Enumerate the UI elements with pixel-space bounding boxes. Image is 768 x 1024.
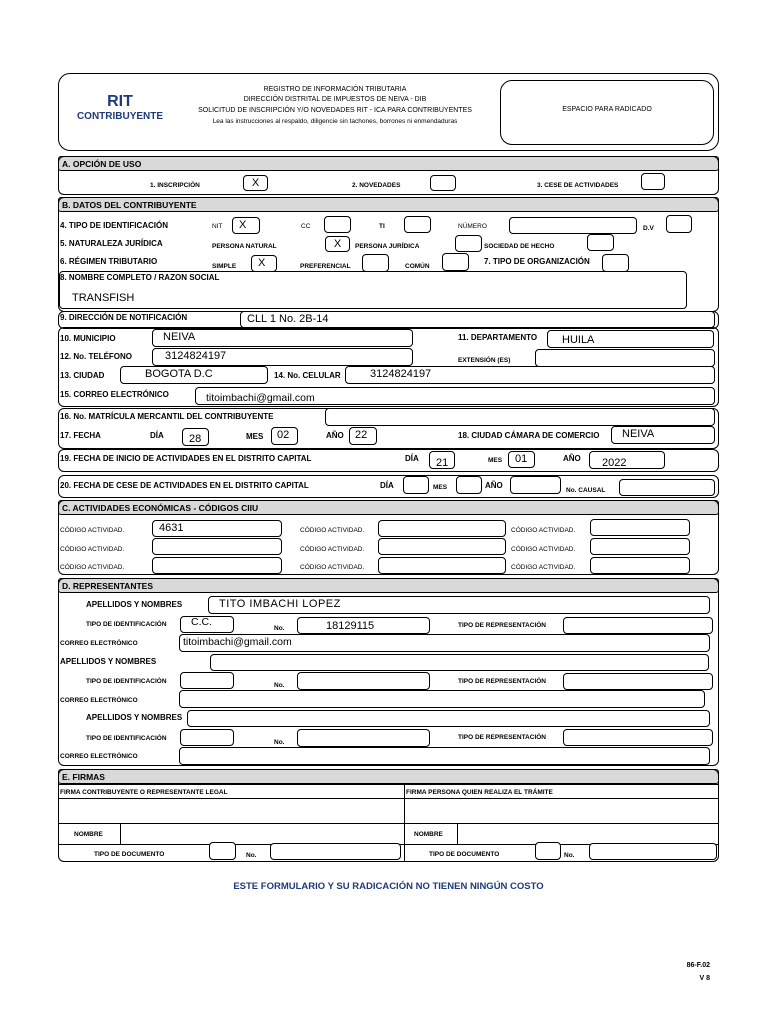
rep3-no-label: No. [274, 739, 285, 746]
municipio-label: 10. MUNICIPIO [60, 334, 116, 343]
tipo-id-label: 4. TIPO DE IDENTIFICACIÓN [60, 221, 169, 230]
footer-notice: ESTE FORMULARIO Y SU RADICACIÓN NO TIENEN NINGÚN COSTO [233, 881, 544, 892]
codigo-label-r2c3: CÓDIGO ACTIVIDAD. [511, 546, 576, 553]
rep3-tipo-rep-input[interactable] [563, 729, 713, 746]
fecha-anio-label: AÑO [326, 431, 344, 440]
sociedad-hecho-checkbox[interactable] [587, 234, 614, 251]
ciudad-camara-input[interactable]: NEIVA [611, 426, 715, 444]
inscripcion-checkbox[interactable]: X [243, 175, 268, 191]
section-e-title: E. FIRMAS [58, 769, 719, 784]
no-contrib-label: No. [246, 852, 257, 859]
ciudad-label: 13. CIUDAD [60, 371, 105, 380]
direccion-input[interactable]: CLL 1 No. 2B-14 [240, 311, 715, 328]
inicio-anio-input[interactable]: 2022 [589, 451, 665, 469]
persona-juridica-checkbox[interactable] [455, 235, 482, 252]
tipo-doc-tramite-label: TIPO DE DOCUMENTO [429, 851, 500, 858]
cese-checkbox[interactable] [641, 173, 665, 190]
rep2-tipo-rep-input[interactable] [563, 673, 713, 690]
extension-input[interactable] [535, 349, 715, 367]
cese-dia-label: DÍA [380, 481, 394, 490]
cese-mes-input[interactable] [456, 476, 482, 494]
nombre-tramite-label: NOMBRE [414, 831, 443, 838]
section-c-title: C. ACTIVIDADES ECONÓMICAS - CÓDIGOS CIIU [58, 500, 719, 515]
comun-checkbox[interactable] [442, 253, 469, 271]
fecha-mes-input[interactable]: 02 [271, 427, 298, 445]
rep2-tipo-id-input[interactable] [180, 672, 234, 689]
rep2-correo-input[interactable] [179, 690, 705, 708]
rep1-no-input[interactable]: 18129115 [297, 617, 430, 634]
tipo-doc-contrib-input[interactable] [209, 842, 236, 860]
codigo-input-r1c2[interactable] [378, 520, 506, 537]
correo-label: 15. CORREO ELECTRÓNICO [60, 390, 169, 399]
persona-natural-checkbox[interactable]: X [325, 236, 350, 252]
form-code: 86-F.02 [686, 962, 710, 969]
rep3-correo-label: CORREO ELECTRÓNICO [60, 753, 138, 760]
telefono-input[interactable]: 3124824197 [152, 348, 413, 366]
codigo-label-r3c1: CÓDIGO ACTIVIDAD. [60, 564, 125, 571]
codigo-label-r2c2: CÓDIGO ACTIVIDAD. [300, 546, 365, 553]
celular-label: 14. No. CELULAR [274, 371, 341, 380]
dv-label: D.V [643, 225, 654, 232]
codigo-input-r3c2[interactable] [378, 557, 506, 574]
codigo-label-r1c3: CÓDIGO ACTIVIDAD. [511, 527, 576, 534]
rep2-no-input[interactable] [297, 672, 430, 690]
cese-anio-input[interactable] [510, 476, 561, 494]
codigo-input-r1c3[interactable] [590, 519, 690, 536]
inicio-dia-label: DÍA [405, 454, 419, 463]
direccion-label: 9. DIRECCIÓN DE NOTIFICACIÓN [60, 313, 188, 322]
rep2-tipo-rep-label: TIPO DE REPRESENTACIÓN [458, 678, 547, 685]
nit-checkbox[interactable]: X [232, 217, 260, 234]
no-contrib-input[interactable] [270, 843, 401, 860]
rep3-tipo-id-input[interactable] [180, 729, 234, 746]
numero-input[interactable] [509, 217, 637, 234]
inicio-mes-input[interactable]: 01 [508, 451, 535, 468]
fecha-mes-label: MES [246, 432, 264, 441]
matricula-label: 16. No. MATRÍCULA MERCANTIL DEL CONTRIBUYENTE [60, 412, 274, 421]
rep3-apellidos-input[interactable] [187, 710, 710, 727]
ti-checkbox[interactable] [404, 216, 431, 233]
departamento-input[interactable]: HUILA [547, 330, 714, 348]
rit-title: RIT [107, 93, 133, 110]
extension-label: EXTENSIÓN (ES) [458, 357, 511, 364]
codigo-input-r2c2[interactable] [378, 538, 506, 555]
correo-input[interactable]: titoimbachi@gmail.com [195, 387, 715, 405]
section-a-title: A. OPCIÓN DE USO [58, 156, 719, 171]
nombre-contrib-label: NOMBRE [74, 831, 103, 838]
rep2-no-label: No. [274, 682, 285, 689]
cc-checkbox[interactable] [324, 216, 351, 233]
nit-label: NIT [212, 223, 223, 230]
simple-checkbox[interactable]: X [251, 255, 277, 272]
ti-label: TI [379, 223, 385, 230]
naturaleza-label: 5. NATURALEZA JURÍDICA [60, 239, 163, 248]
ciudad-input[interactable]: BOGOTA D.C [120, 366, 268, 384]
dv-input[interactable] [666, 215, 692, 233]
celular-input[interactable]: 3124824197 [345, 366, 715, 384]
section-b-title: B. DATOS DEL CONTRIBUYENTE [58, 197, 719, 212]
causal-label: No. CAUSAL [566, 487, 606, 494]
fecha-dia-input[interactable]: 28 [182, 428, 209, 446]
inicio-label: 19. FECHA DE INICIO DE ACTIVIDADES EN EL DISTRITO CAPITAL [60, 454, 312, 463]
codigo-input-r2c3[interactable] [590, 538, 690, 555]
preferencial-label: PREFERENCIAL [300, 263, 351, 270]
numero-label: NÚMERO [458, 223, 487, 230]
matricula-input[interactable] [325, 408, 715, 426]
inicio-dia-input[interactable]: 21 [429, 451, 455, 469]
rep1-tipo-id-label: TIPO DE IDENTIFICACIÓN [86, 621, 167, 628]
persona-juridica-label: PERSONA JURÍDICA [355, 243, 420, 250]
rep1-apellidos-label: APELLIDOS Y NOMBRES [86, 600, 183, 609]
regimen-label: 6. RÉGIMEN TRIBUTARIO [60, 257, 158, 266]
tipo-doc-tramite-input[interactable] [535, 842, 561, 860]
comun-label: COMÚN [405, 263, 430, 270]
rep1-correo-label: CORREO ELECTRÓNICO [60, 640, 138, 647]
codigo-input-r3c3[interactable] [590, 557, 690, 574]
codigo-label-r3c3: CÓDIGO ACTIVIDAD. [511, 564, 576, 571]
preferencial-checkbox[interactable] [362, 254, 389, 272]
no-tramite-label: No. [564, 852, 575, 859]
form-version: V 8 [699, 975, 710, 982]
fecha-label: 17. FECHA [60, 431, 101, 440]
rep2-tipo-id-label: TIPO DE IDENTIFICACIÓN [86, 678, 167, 685]
causal-input[interactable] [619, 479, 715, 496]
inicio-mes-label: MES [488, 457, 503, 464]
header-line-4: Lea las instrucciones al respaldo, diligencie sin tachones, borrones ni enmendaduras [212, 118, 458, 125]
rep3-apellidos-label: APELLIDOS Y NOMBRES [86, 713, 183, 722]
codigo-input-r1c1[interactable]: 4631 [152, 520, 282, 537]
rep3-tipo-rep-label: TIPO DE REPRESENTACIÓN [458, 734, 547, 741]
header-line-3: SOLICITUD DE INSCRIPCIÓN Y/O NOVEDADES RIT - ICA PARA CONTRIBUYENTES [198, 107, 472, 114]
rep2-correo-label: CORREO ELECTRÓNICO [60, 697, 138, 704]
sociedad-hecho-label: SOCIEDAD DE HECHO [484, 243, 555, 250]
cese-label: 3. CESE DE ACTIVIDADES [537, 182, 619, 189]
simple-label: SIMPLE [212, 263, 237, 270]
no-tramite-input[interactable] [589, 843, 717, 860]
inicio-anio-label: AÑO [563, 454, 581, 463]
codigo-label-r1c2: CÓDIGO ACTIVIDAD. [300, 527, 365, 534]
rep3-no-input[interactable] [297, 729, 430, 747]
cese-fecha-label: 20. FECHA DE CESE DE ACTIVIDADES EN EL DISTRITO CAPITAL [60, 481, 309, 490]
inscripcion-label: 1. INSCRIPCIÓN [150, 182, 200, 189]
codigo-label-r2c1: CÓDIGO ACTIVIDAD. [60, 546, 125, 553]
header-line-1: REGISTRO DE INFORMACIÓN TRIBUTARIA [263, 86, 407, 93]
cese-anio-label: AÑO [485, 481, 503, 490]
cese-dia-input[interactable] [403, 476, 429, 494]
rep1-no-label: No. [274, 625, 285, 632]
rep2-apellidos-label: APELLIDOS Y NOMBRES [60, 657, 157, 666]
municipio-input[interactable]: NEIVA [152, 329, 413, 347]
firma-contrib-label: FIRMA CONTRIBUYENTE O REPRESENTANTE LEGAL [60, 789, 228, 796]
fecha-anio-input[interactable]: 22 [349, 427, 377, 445]
section-d-title: D. REPRESENTANTES [58, 578, 719, 593]
rep3-tipo-id-label: TIPO DE IDENTIFICACIÓN [86, 735, 167, 742]
nombre-input[interactable]: TRANSFISH [59, 271, 687, 309]
rep1-correo-input[interactable]: titoimbachi@gmail.com [179, 634, 710, 652]
rep1-tipo-rep-label: TIPO DE REPRESENTACIÓN [458, 622, 547, 629]
header-line-2: DIRECCIÓN DISTRITAL DE IMPUESTOS DE NEIVA - DIB [243, 96, 427, 103]
codigo-input-r3c1[interactable] [152, 557, 282, 574]
rep2-apellidos-input[interactable] [210, 654, 709, 671]
codigo-input-r2c1[interactable] [152, 538, 282, 555]
radicado-label: ESPACIO PARA RADICADO [562, 106, 652, 113]
departamento-label: 11. DEPARTAMENTO [458, 333, 538, 342]
rep1-tipo-rep-input[interactable] [563, 617, 713, 634]
tipo-org-label: 7. TIPO DE ORGANIZACIÓN [484, 257, 590, 266]
cc-label: CC [301, 223, 311, 230]
contribuyente-label: CONTRIBUYENTE [76, 111, 164, 122]
firma-tramite-label: FIRMA PERSONA QUIEN REALIZA EL TRÁMITE [406, 789, 553, 796]
cese-mes-label: MES [433, 484, 448, 491]
rep1-tipo-id-input[interactable]: C.C. [180, 616, 234, 633]
rep3-correo-input[interactable] [179, 747, 710, 765]
tipo-org-input[interactable] [602, 254, 629, 272]
codigo-label-r3c2: CÓDIGO ACTIVIDAD. [300, 564, 365, 571]
persona-natural-label: PERSONA NATURAL [212, 243, 277, 250]
nombre-label: 8. NOMBRE COMPLETO / RAZON SOCIAL [60, 273, 220, 282]
rep1-apellidos-input[interactable]: TITO IMBACHI LOPEZ [208, 596, 710, 614]
codigo-label-r1c1: CÓDIGO ACTIVIDAD. [60, 527, 125, 534]
novedades-checkbox[interactable] [430, 175, 456, 191]
telefono-label: 12. No. TELÉFONO [60, 352, 133, 361]
tipo-doc-contrib-label: TIPO DE DOCUMENTO [94, 851, 165, 858]
novedades-label: 2. NOVEDADES [352, 182, 401, 189]
fecha-dia-label: DÍA [150, 431, 164, 440]
ciudad-camara-label: 18. CIUDAD CÁMARA DE COMERCIO [458, 431, 600, 440]
